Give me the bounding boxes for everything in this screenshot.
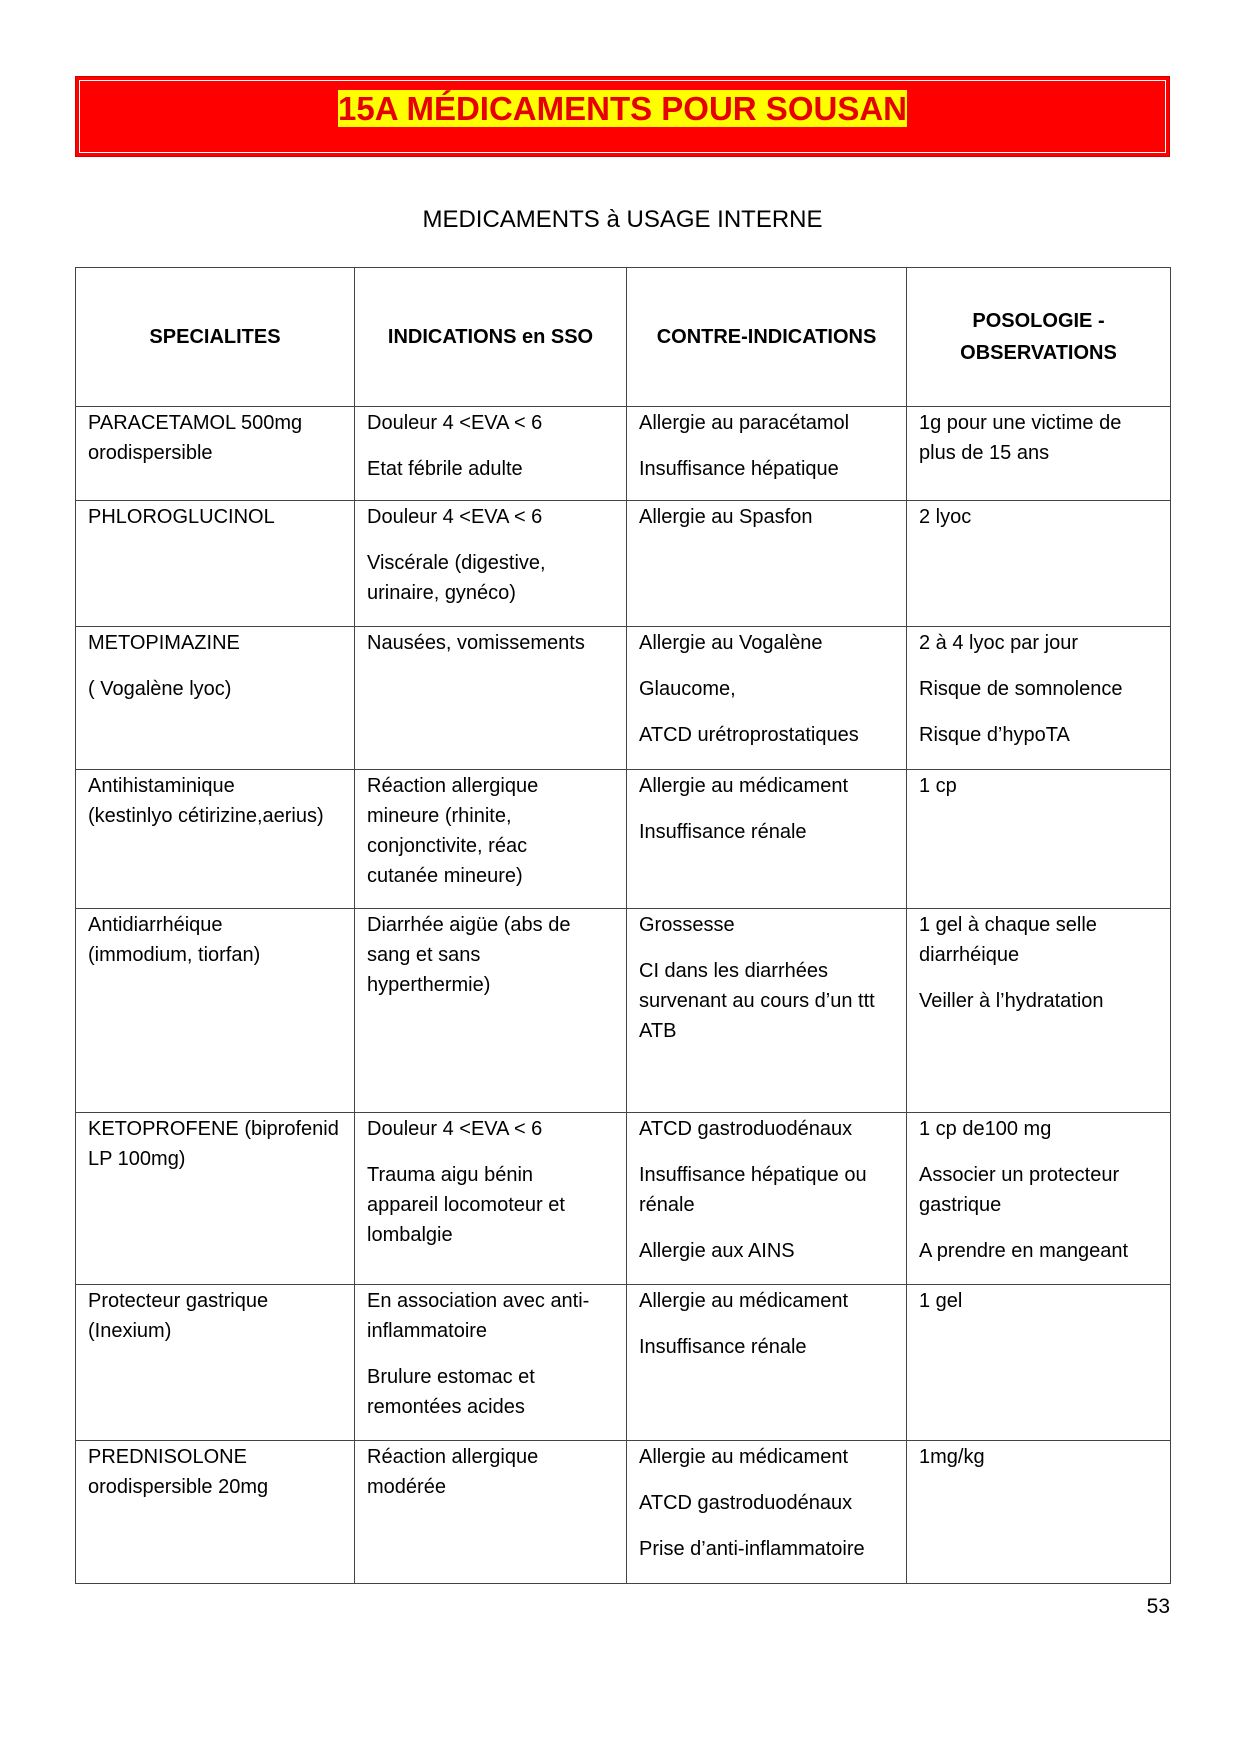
table-row — [76, 770, 1171, 909]
table-row — [76, 909, 1171, 1113]
cell-posologie — [907, 407, 1171, 501]
contre-indication-item: Insuffisance hépatique ou rénale — [639, 1164, 867, 1216]
section-subtitle: MEDICAMENTS à USAGE INTERNE — [422, 206, 823, 233]
contre-indication-item: Glaucome, — [639, 678, 736, 700]
contre-indication-item: Allergie au médicament — [639, 1290, 848, 1312]
posologie-item: 1 gel à chaque selle diarrhéique — [919, 914, 1097, 966]
title-banner-frame — [79, 80, 1166, 153]
header-posologie: POSOLOGIE - OBSERVATIONS — [907, 268, 1171, 407]
table-row — [76, 1113, 1171, 1285]
posologie-item: 2 à 4 lyoc par jour — [919, 632, 1078, 654]
table-header — [76, 268, 1171, 407]
cell-posologie — [907, 627, 1171, 770]
indication-item: Diarrhée aigüe (abs de sang et sans hyperthermie) — [367, 914, 571, 996]
cell-specialite — [76, 1285, 355, 1441]
contre-indication-item: Insuffisance hépatique — [639, 458, 839, 480]
contre-indication-item: ATCD gastroduodénaux — [639, 1118, 853, 1140]
table-body — [76, 407, 1171, 1584]
cell-contre-indications — [627, 501, 907, 627]
cell-specialite — [76, 1113, 355, 1285]
cell-specialite — [76, 1441, 355, 1584]
cell-indications — [355, 909, 627, 1113]
cell-specialite — [76, 627, 355, 770]
indication-item: Réaction allergique mineure (rhinite, conjonctivite, réac cutanée mineure) — [367, 775, 539, 887]
cell-indications — [355, 1441, 627, 1584]
contre-indication-item: ATCD gastroduodénaux — [639, 1492, 853, 1514]
table-row — [76, 501, 1171, 627]
cell-contre-indications — [627, 1441, 907, 1584]
cell-posologie — [907, 909, 1171, 1113]
posologie-item: 2 lyoc — [919, 506, 972, 528]
contre-indication-item: Allergie aux AINS — [639, 1240, 795, 1262]
cell-specialite — [76, 770, 355, 909]
table-row — [76, 1285, 1171, 1441]
contre-indication-item: Insuffisance rénale — [639, 1336, 807, 1358]
contre-indication-item: Allergie au Spasfon — [639, 506, 813, 528]
cell-contre-indications — [627, 1285, 907, 1441]
medication-table — [75, 267, 1171, 1584]
cell-indications — [355, 770, 627, 909]
posologie-item: Veiller à l’hydratation — [919, 990, 1104, 1012]
cell-contre-indications — [627, 770, 907, 909]
contre-indication-item: CI dans les diarrhées survenant au cours d’un ttt ATB — [639, 960, 875, 1042]
table-header-row — [76, 268, 1171, 407]
posologie-item: Associer un protecteur gastrique — [919, 1164, 1120, 1216]
table-row — [76, 627, 1171, 770]
posologie-item: A prendre en mangeant — [919, 1240, 1129, 1262]
posologie-item: 1 gel — [919, 1290, 963, 1312]
indication-item: Viscérale (digestive, urinaire, gynéco) — [367, 552, 546, 604]
cell-contre-indications — [627, 1113, 907, 1285]
contre-indication-item: Prise d’anti-inflammatoire — [639, 1538, 865, 1560]
posologie-item: Risque d’hypoTA — [919, 724, 1070, 746]
contre-indication-item: ATCD urétroprostatiques — [639, 724, 859, 746]
indication-item: Douleur 4 <EVA < 6 — [367, 412, 543, 434]
posologie-item: 1g pour une victime de plus de 15 ans — [919, 412, 1122, 464]
contre-indication-item: Allergie au médicament — [639, 1446, 848, 1468]
cell-specialite — [76, 909, 355, 1113]
indication-item: Douleur 4 <EVA < 6 — [367, 506, 543, 528]
cell-indications — [355, 501, 627, 627]
specialite-name: PHLOROGLUCINOL — [88, 506, 275, 528]
indication-item: Etat fébrile adulte — [367, 458, 523, 480]
indication-item: Douleur 4 <EVA < 6 — [367, 1118, 543, 1140]
header-specialites: SPECIALITES — [76, 268, 355, 407]
specialite-name: PREDNISOLONE orodispersible 20mg — [88, 1446, 269, 1498]
specialite-name: Protecteur gastrique (Inexium) — [88, 1290, 269, 1342]
specialite-name: KETOPROFENE (biprofenid LP 100mg) — [88, 1118, 339, 1170]
indication-item: Nausées, vomissements — [367, 632, 585, 654]
cell-specialite — [76, 501, 355, 627]
cell-indications — [355, 627, 627, 770]
specialite-name: Antidiarrhéique (immodium, tiorfan) — [88, 914, 261, 966]
header-indications: INDICATIONS en SSO — [355, 268, 627, 407]
contre-indication-item: Allergie au Vogalène — [639, 632, 823, 654]
page-number: 53 — [1146, 1595, 1170, 1618]
indication-item: Brulure estomac et remontées acides — [367, 1366, 535, 1418]
specialite-name: PARACETAMOL 500mg orodispersible — [88, 412, 303, 464]
page-title — [338, 90, 907, 127]
cell-posologie — [907, 1441, 1171, 1584]
indication-item: En association avec anti- inflammatoire — [367, 1290, 590, 1342]
header-contre-indications: CONTRE-INDICATIONS — [627, 268, 907, 407]
cell-indications — [355, 407, 627, 501]
cell-specialite — [76, 407, 355, 501]
page-title-text: 15A MÉDICAMENTS POUR SOUSAN — [337, 90, 907, 127]
specialite-name: Antihistaminique (kestinlyo cétirizine,aerius) — [88, 775, 324, 827]
indication-item: Réaction allergique modérée — [367, 1446, 539, 1498]
cell-contre-indications — [627, 407, 907, 501]
cell-contre-indications — [627, 627, 907, 770]
title-banner — [75, 76, 1170, 157]
cell-posologie — [907, 770, 1171, 909]
cell-posologie — [907, 501, 1171, 627]
posologie-item: 1mg/kg — [919, 1446, 985, 1468]
cell-indications — [355, 1285, 627, 1441]
cell-posologie — [907, 1285, 1171, 1441]
specialite-brand: ( Vogalène lyoc) — [88, 678, 232, 700]
contre-indication-item: Allergie au paracétamol — [639, 412, 850, 434]
posologie-item: 1 cp de100 mg — [919, 1118, 1052, 1140]
cell-indications — [355, 1113, 627, 1285]
posologie-item: 1 cp — [919, 775, 957, 797]
cell-posologie — [907, 1113, 1171, 1285]
posologie-item: Risque de somnolence — [919, 678, 1123, 700]
cell-contre-indications — [627, 909, 907, 1113]
contre-indication-item: Grossesse — [639, 914, 735, 936]
contre-indication-item: Insuffisance rénale — [639, 821, 807, 843]
indication-item: Trauma aigu bénin appareil locomoteur et lombalgie — [367, 1164, 565, 1246]
contre-indication-item: Allergie au médicament — [639, 775, 848, 797]
specialite-name: METOPIMAZINE — [88, 632, 240, 654]
table-row — [76, 407, 1171, 501]
table-row — [76, 1441, 1171, 1584]
